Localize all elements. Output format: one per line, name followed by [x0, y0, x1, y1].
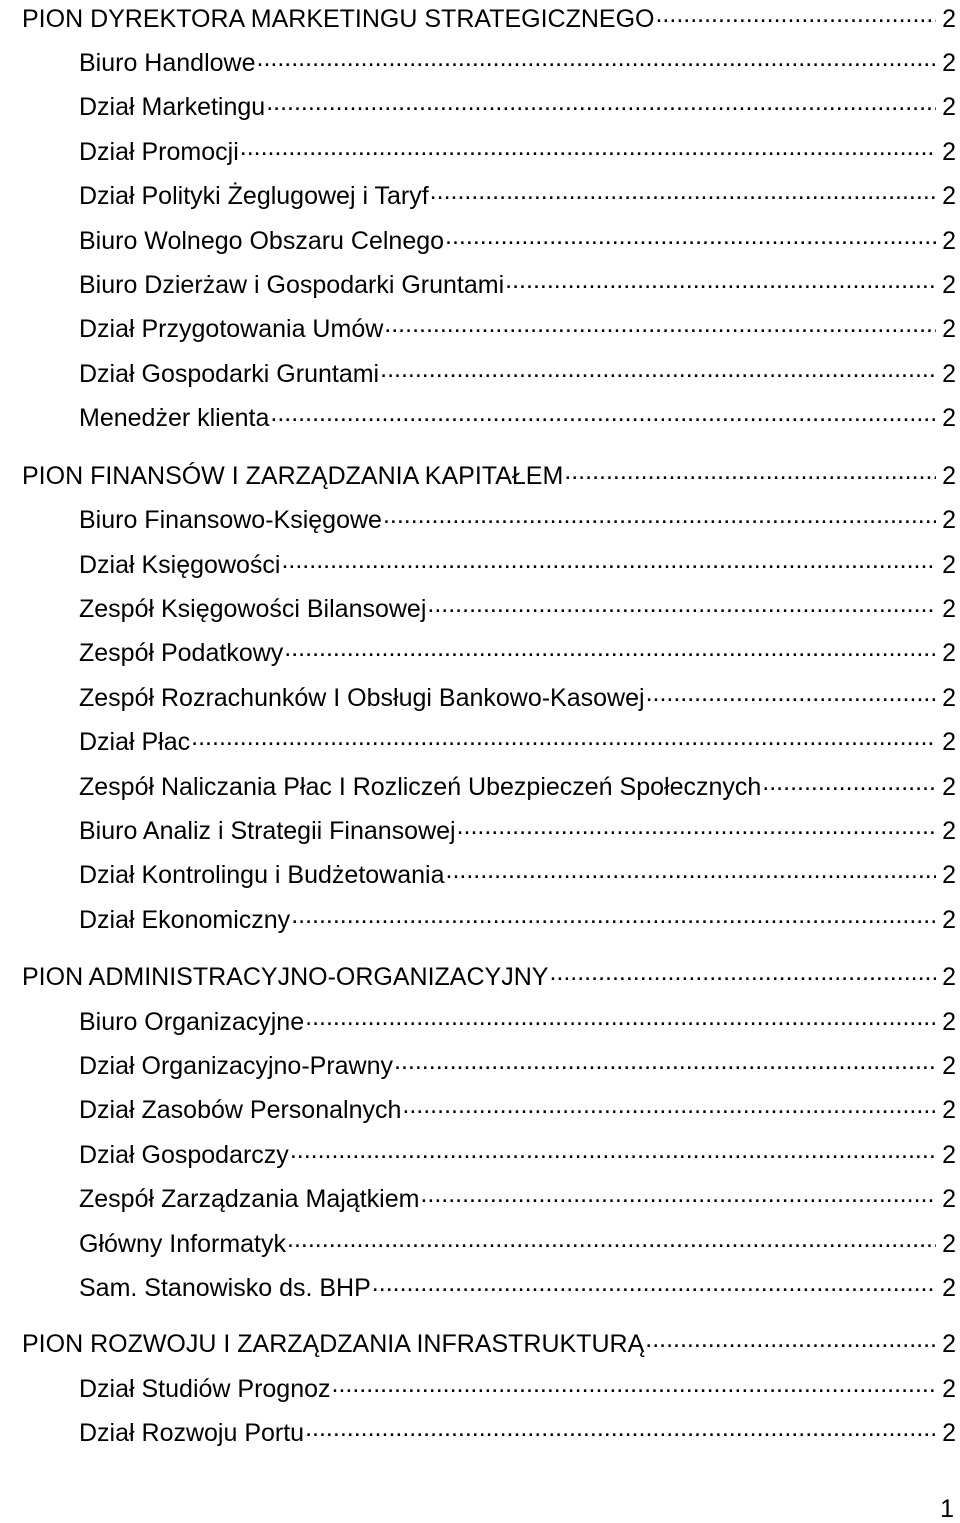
toc-entry-label: Główny Informatyk	[79, 1230, 287, 1258]
toc-entry-label: Dział Ekonomiczny	[79, 906, 291, 934]
toc-entry-page: 2	[942, 182, 956, 210]
dot-leader	[644, 1327, 936, 1352]
toc-entry[interactable]	[22, 503, 956, 533]
dot-leader	[419, 1182, 936, 1207]
toc-entry-label: Dział Księgowości	[79, 551, 281, 579]
toc-entry-label: Dział Promocji	[79, 138, 239, 166]
dot-leader	[382, 503, 936, 528]
toc-entry-label: PION ADMINISTRACYJNO-ORGANIZACYJNY	[22, 963, 549, 991]
toc-entry-label: Dział Rozwoju Portu	[79, 1419, 305, 1447]
toc-entry-label: Dział Gospodarczy	[79, 1141, 289, 1169]
toc-entry[interactable]	[22, 1093, 956, 1123]
toc-entry-page: 2	[942, 773, 956, 801]
toc-entry-page: 2	[942, 360, 956, 388]
toc-entry-label: Menedżer klienta	[79, 404, 270, 432]
toc-entry-label: Zespół Podatkowy	[79, 639, 284, 667]
toc-entry-page: 2	[942, 506, 956, 534]
toc-entry-page: 2	[942, 404, 956, 432]
toc-entry-label: PION DYREKTORA MARKETINGU STRATEGICZNEGO	[22, 5, 655, 33]
toc-entry[interactable]	[22, 1138, 956, 1168]
toc-section-heading[interactable]	[22, 960, 956, 990]
toc-entry-page: 2	[942, 93, 956, 121]
dot-leader	[290, 903, 936, 928]
toc-entry-page: 2	[942, 1096, 956, 1124]
toc-entry[interactable]	[22, 268, 956, 298]
toc-entry[interactable]	[22, 770, 956, 800]
toc-entry-page: 2	[942, 227, 956, 255]
toc-section-heading[interactable]	[22, 459, 956, 489]
dot-leader	[761, 770, 936, 795]
dot-leader	[190, 725, 936, 750]
dot-leader	[280, 548, 936, 573]
toc-entry-label: Dział Przygotowania Umów	[79, 315, 384, 343]
dot-leader	[504, 268, 936, 293]
toc-entry-label: Biuro Wolnego Obszaru Celnego	[79, 227, 445, 255]
toc-entry-label: Dział Zasobów Personalnych	[79, 1096, 402, 1124]
toc-entry-page: 2	[942, 963, 956, 991]
toc-entry-label: Dział Studiów Prognoz	[79, 1375, 331, 1403]
toc-entry-label: Biuro Handlowe	[79, 49, 256, 77]
toc-entry-label: Dział Marketingu	[79, 93, 266, 121]
dot-leader	[393, 1049, 936, 1074]
dot-leader	[304, 1005, 936, 1030]
dot-leader	[548, 960, 936, 985]
toc-entry-label: Sam. Stanowisko ds. BHP	[79, 1274, 371, 1302]
toc-entry-page: 2	[942, 861, 956, 889]
toc-entry-label: Biuro Analiz i Strategii Finansowej	[79, 817, 456, 845]
toc-entry-page: 2	[942, 1330, 956, 1358]
toc-entry-page: 2	[942, 462, 956, 490]
dot-leader	[239, 135, 936, 160]
toc-entry[interactable]	[22, 903, 956, 933]
toc-entry[interactable]	[22, 636, 956, 666]
toc-entry[interactable]	[22, 1049, 956, 1079]
toc-entry-label: Zespół Księgowości Bilansowej	[79, 595, 427, 623]
toc-entry-page: 2	[942, 1375, 956, 1403]
toc-entry[interactable]	[22, 179, 956, 209]
dot-leader	[563, 459, 936, 484]
toc-entry-page: 2	[942, 551, 956, 579]
dot-leader	[444, 224, 936, 249]
toc-entry-label: Zespół Rozrachunków I Obsługi Bankowo-Kasowej	[79, 684, 645, 712]
dot-leader	[645, 681, 937, 706]
dot-leader	[383, 312, 936, 337]
toc-entry-page: 2	[942, 1274, 956, 1302]
toc-entry-label: Biuro Organizacyjne	[79, 1008, 305, 1036]
toc-entry-label: PION ROZWOJU I ZARZĄDZANIA INFRASTRUKTURĄ	[22, 1330, 645, 1358]
toc-entry[interactable]	[22, 90, 956, 120]
dot-leader	[371, 1271, 936, 1296]
toc-entry-page: 2	[942, 1008, 956, 1036]
toc-entry-label: Zespół Zarządzania Majątkiem	[79, 1185, 420, 1213]
dot-leader	[654, 2, 936, 27]
toc-entry-page: 2	[942, 315, 956, 343]
toc-entry[interactable]	[22, 1372, 956, 1402]
toc-entry[interactable]	[22, 858, 956, 888]
toc-entry[interactable]	[22, 814, 956, 844]
toc-entry-label: Dział Organizacyjno-Prawny	[79, 1052, 394, 1080]
toc-entry-page: 2	[942, 684, 956, 712]
toc-entry-page: 2	[942, 817, 956, 845]
toc-entry-label: Biuro Finansowo-Księgowe	[79, 506, 382, 534]
toc-entry-label: Dział Płac	[79, 728, 191, 756]
toc-entry[interactable]	[22, 401, 956, 431]
toc-entry[interactable]	[22, 135, 956, 165]
dot-leader	[456, 814, 937, 839]
toc-entry-label: Biuro Dzierżaw i Gospodarki Gruntami	[79, 271, 505, 299]
dot-leader	[269, 401, 936, 426]
toc-entry[interactable]	[22, 1182, 956, 1212]
toc-entry-page: 2	[942, 49, 956, 77]
toc-entry[interactable]	[22, 1005, 956, 1035]
toc-entry-page: 2	[942, 1141, 956, 1169]
toc-entry-label: Dział Gospodarki Gruntami	[79, 360, 380, 388]
dot-leader	[401, 1093, 936, 1118]
dot-leader	[265, 90, 936, 115]
dot-leader	[426, 592, 936, 617]
toc-section-heading[interactable]	[22, 2, 956, 32]
toc-entry[interactable]	[22, 681, 956, 711]
toc-section-heading[interactable]	[22, 1327, 956, 1357]
toc-entry-label: Zespół Naliczania Płac I Rozliczeń Ubezpieczeń Społecznych	[79, 773, 762, 801]
dot-leader	[286, 1227, 936, 1252]
dot-leader	[304, 1416, 936, 1441]
dot-leader	[289, 1138, 936, 1163]
toc-entry-page: 2	[942, 728, 956, 756]
toc-entry-page: 2	[942, 138, 956, 166]
dot-leader	[283, 636, 936, 661]
toc-entry-page: 2	[942, 1052, 956, 1080]
toc-entry[interactable]	[22, 224, 956, 254]
dot-leader	[256, 46, 937, 71]
dot-leader	[331, 1372, 937, 1397]
toc-entry[interactable]	[22, 357, 956, 387]
toc-entry-label: Dział Polityki Żeglugowej i Taryf	[79, 182, 429, 210]
toc-entry-page: 2	[942, 906, 956, 934]
page-number: 1	[940, 1495, 954, 1523]
toc-entry-page: 2	[942, 1419, 956, 1447]
dot-leader	[429, 179, 936, 204]
dot-leader	[445, 858, 937, 883]
dot-leader	[379, 357, 936, 382]
toc-entry[interactable]	[22, 725, 956, 755]
toc-entry-page: 2	[942, 271, 956, 299]
toc-entry-page: 2	[942, 639, 956, 667]
toc-entry-label: Dział Kontrolingu i Budżetowania	[79, 861, 445, 889]
toc-entry[interactable]	[22, 592, 956, 622]
toc-entry[interactable]	[22, 1227, 956, 1257]
toc-entry-page: 2	[942, 595, 956, 623]
toc-entry[interactable]	[22, 1416, 956, 1446]
toc-entry-page: 2	[942, 1185, 956, 1213]
toc-entry-page: 2	[942, 1230, 956, 1258]
toc-entry[interactable]	[22, 312, 956, 342]
toc-entry[interactable]	[22, 46, 956, 76]
toc-entry[interactable]	[22, 548, 956, 578]
toc-entry-page: 2	[942, 5, 956, 33]
toc-entry-label: PION FINANSÓW I ZARZĄDZANIA KAPITAŁEM	[22, 462, 564, 490]
toc-entry[interactable]	[22, 1271, 956, 1301]
